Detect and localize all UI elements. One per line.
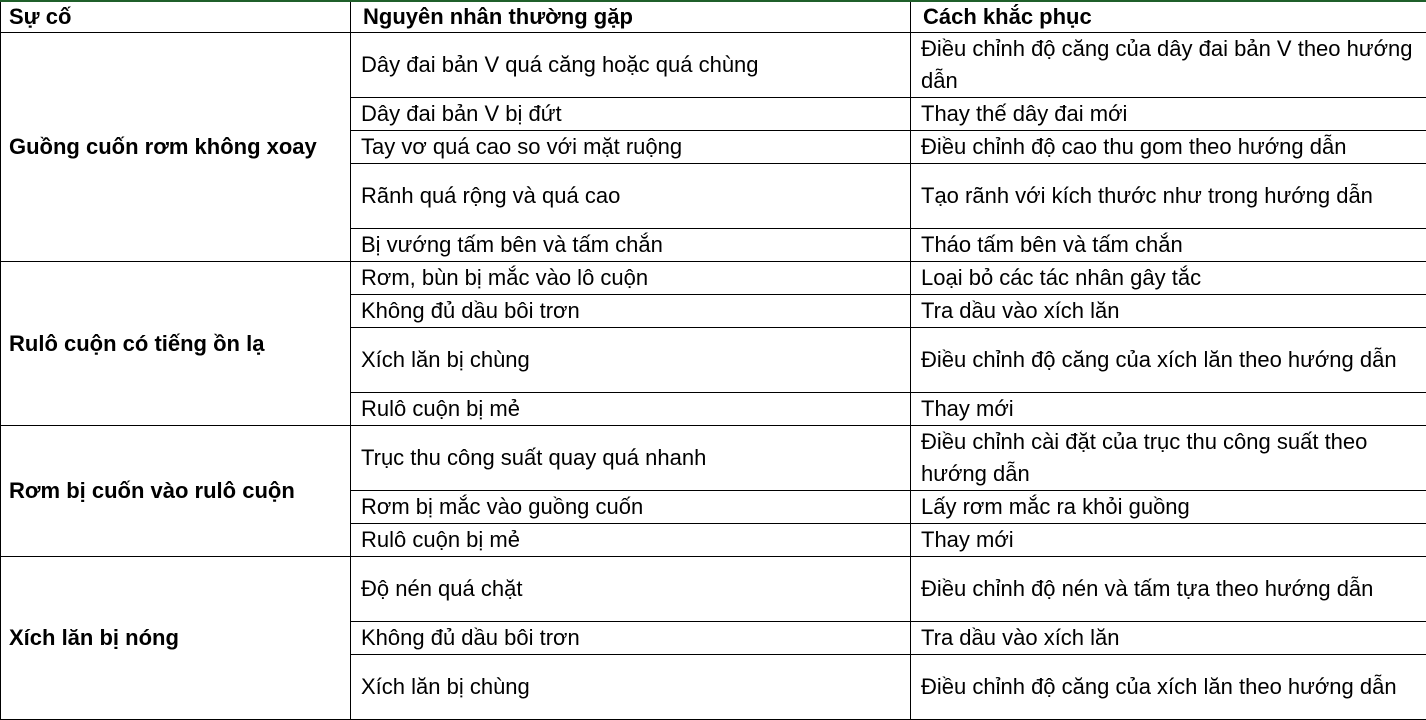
fix-cell: Thay mới [911, 524, 1426, 557]
fix-cell: Thay thế dây đai mới [911, 98, 1426, 131]
table-row [1, 33, 1426, 98]
fix-cell: Lấy rơm mắc ra khỏi guồng [911, 491, 1426, 524]
cause-cell: Dây đai bản V quá căng hoặc quá chùng [351, 33, 911, 98]
problem-cell: Guồng cuốn rơm không xoay [1, 33, 351, 262]
table-row [1, 557, 1426, 622]
fix-cell: Tạo rãnh với kích thước như trong hướng dẫn [911, 164, 1426, 229]
cause-cell: Dây đai bản V bị đứt [351, 98, 911, 131]
fix-cell: Điều chỉnh độ căng của xích lăn theo hướng dẫn [911, 328, 1426, 393]
header-row [1, 1, 1426, 33]
fix-cell: Tra dầu vào xích lăn [911, 295, 1426, 328]
header-problem: Sự cố [1, 1, 351, 33]
cause-cell: Rơm bị mắc vào guồng cuốn [351, 491, 911, 524]
fix-cell: Điều chỉnh độ cao thu gom theo hướng dẫn [911, 131, 1426, 164]
fix-cell: Thay mới [911, 393, 1426, 426]
cause-cell: Không đủ dầu bôi trơn [351, 295, 911, 328]
cause-cell: Xích lăn bị chùng [351, 655, 911, 720]
problem-cell: Rơm bị cuốn vào rulô cuộn [1, 426, 351, 557]
cause-cell: Bị vướng tấm bên và tấm chắn [351, 229, 911, 262]
cause-cell: Rơm, bùn bị mắc vào lô cuộn [351, 262, 911, 295]
cause-cell: Độ nén quá chặt [351, 557, 911, 622]
table-row [1, 426, 1426, 491]
header-cause: Nguyên nhân thường gặp [351, 1, 911, 33]
fix-cell: Tháo tấm bên và tấm chắn [911, 229, 1426, 262]
header-fix: Cách khắc phục [911, 1, 1426, 33]
problem-cell: Rulô cuộn có tiếng ồn lạ [1, 262, 351, 426]
table-row [1, 262, 1426, 295]
cause-cell: Rulô cuộn bị mẻ [351, 393, 911, 426]
cause-cell: Tay vơ quá cao so với mặt ruộng [351, 131, 911, 164]
problem-cell: Xích lăn bị nóng [1, 557, 351, 720]
fix-cell: Điều chỉnh độ căng của dây đai bản V theo hướng dẫn [911, 33, 1426, 98]
cause-cell: Xích lăn bị chùng [351, 328, 911, 393]
fix-cell: Điều chỉnh độ nén và tấm tựa theo hướng dẫn [911, 557, 1426, 622]
cause-cell: Trục thu công suất quay quá nhanh [351, 426, 911, 491]
fix-cell: Điều chỉnh cài đặt của trục thu công suất theo hướng dẫn [911, 426, 1426, 491]
fix-cell: Loại bỏ các tác nhân gây tắc [911, 262, 1426, 295]
cause-cell: Rulô cuộn bị mẻ [351, 524, 911, 557]
fix-cell: Điều chỉnh độ căng của xích lăn theo hướng dẫn [911, 655, 1426, 720]
fix-cell: Tra dầu vào xích lăn [911, 622, 1426, 655]
cause-cell: Không đủ dầu bôi trơn [351, 622, 911, 655]
cause-cell: Rãnh quá rộng và quá cao [351, 164, 911, 229]
